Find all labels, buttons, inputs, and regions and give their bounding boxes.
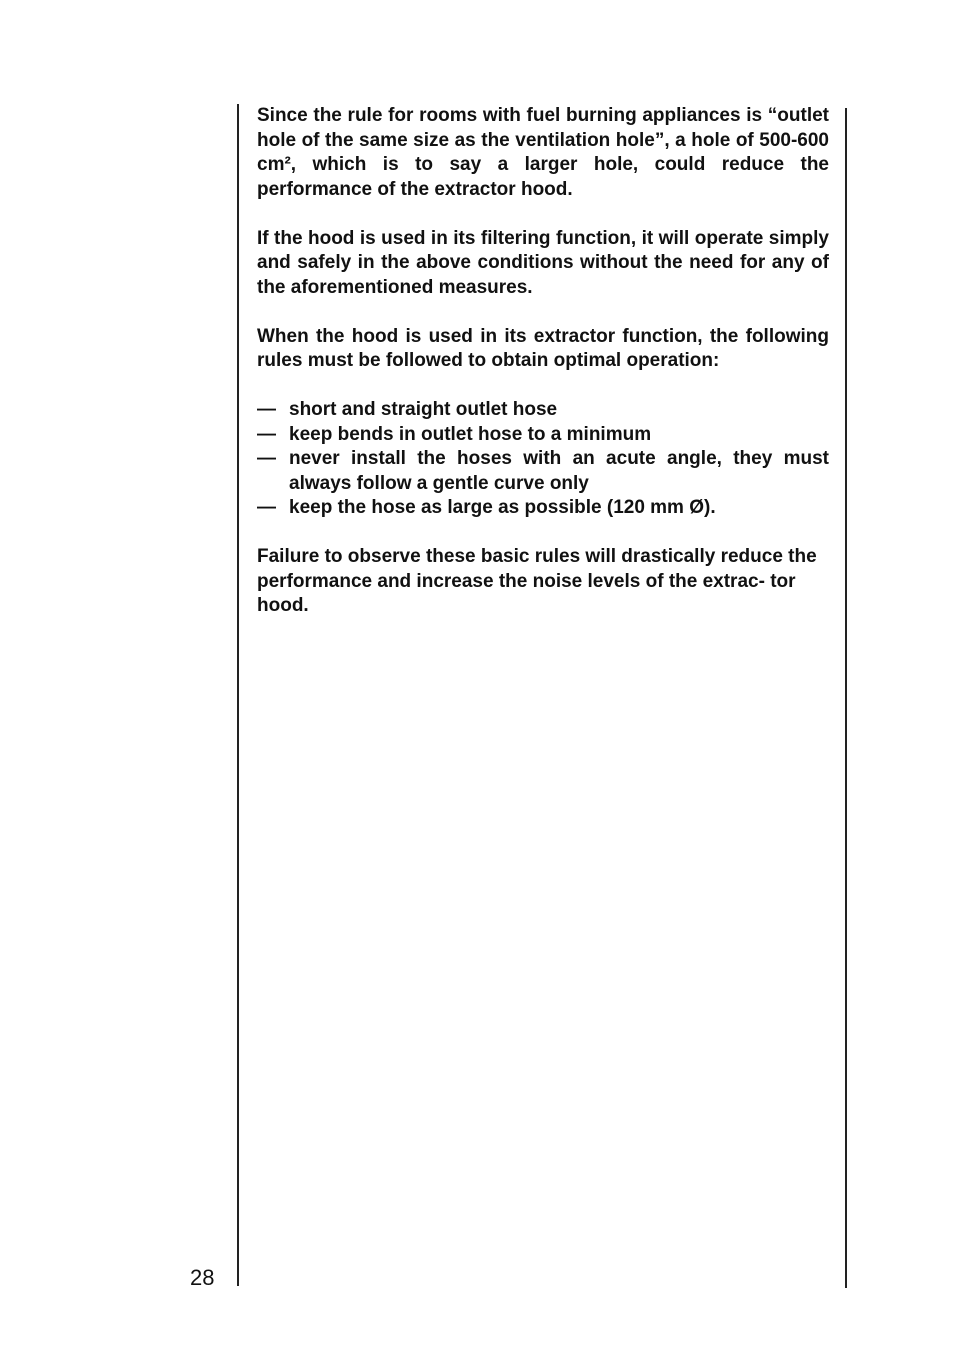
paragraph-failure-warning: Failure to observe these basic rules will drastically reduce the performance and increase the noise levels of the extrac- tor hood. <box>257 546 817 616</box>
right-margin-rule <box>845 108 847 1288</box>
paragraph-extractor-function: When the hood is used in its extractor function, the following rules must be followed to obtain optimal operation: <box>257 325 829 371</box>
list-item-text: keep the hose as large as possible (120 mm Ø). <box>289 497 716 518</box>
dash-bullet: — <box>257 399 276 420</box>
page-number: 28 <box>190 1265 215 1290</box>
dash-bullet: — <box>257 423 276 445</box>
list-item <box>257 423 829 448</box>
rules-list <box>257 398 829 521</box>
list-item-text: keep bends in outlet hose to a minimum <box>289 423 652 445</box>
list-item-text: never install the hoses with an acute angle, they must always follow a gentle curve only <box>289 448 829 494</box>
list-item <box>257 496 829 521</box>
list-item <box>257 447 829 496</box>
paragraph-filtering-function: If the hood is used in its filtering function, it will operate simply and safely in the above conditions without the need for any of the aforementioned measures. <box>257 227 829 298</box>
page-body <box>257 104 829 643</box>
left-margin-rule <box>237 104 239 1286</box>
list-item-text: short and straight outlet hose <box>289 399 558 420</box>
list-item <box>257 398 829 423</box>
dash-bullet: — <box>257 497 276 518</box>
paragraph-fuel-appliances: Since the rule for rooms with fuel burning appliances is “outlet hole of the same size as the ventilation hole”, a hole of 500-600 cm², which is to say a larger hole, could reduce the performance of the extractor hood. <box>257 105 829 200</box>
dash-bullet: — <box>257 448 276 469</box>
